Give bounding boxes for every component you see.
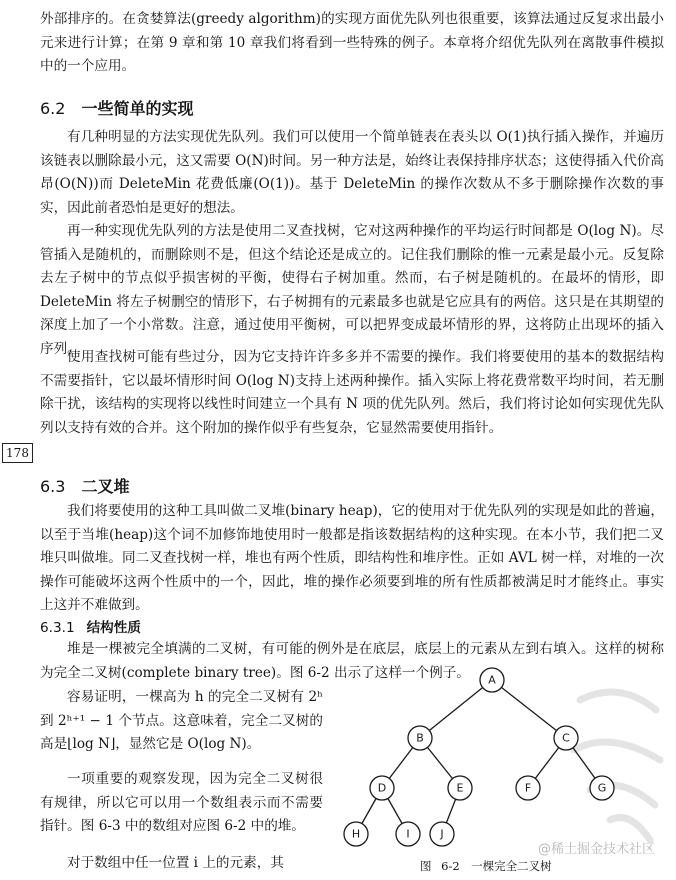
section-heading-6-3 [40,474,129,497]
subsection-number: 6.3.1 [40,620,75,636]
margin-page-number: 178 [2,443,33,463]
figure-caption: 图 6-2 一棵完全二叉树 [420,859,552,873]
subsection-heading-6-3-1 [40,616,141,636]
tree-node-label-g: G [597,781,607,795]
section-title: 一些简单的实现 [81,99,194,118]
tree-node-label-b: B [416,731,424,745]
subsection-title: 结构性质 [86,620,141,636]
tree-node-label-a: A [488,673,496,687]
paragraph-binary-heap: 我们将要使用的这种工具叫做二叉堆(binary heap)，它的使用对于优先队列的实现是如此的普遍，以至于当堆(heap)这个词不加修饰地使用时一般都是指该数据结构的这种实现。在本小节，我们把二叉堆只叫做堆。同二叉查找树一样，堆也有两个性质，即结构性和堆序性。正如 AVL 树一样，对堆的一次操作可能破坏这两个性质中的一个，因此，堆的操作必须要到堆的所有性质都被满足时才能终止。事实上这并不难做到。 [40,503,664,614]
paragraph-height-proof: 容易证明，一棵高为 h 的完全二叉树有 2ʰ 到 2ʰ⁺¹ − 1 个节点。这意味着，完全二叉树的高是⌊log N⌋，显然它是 O(log N)。 [40,689,323,753]
tree-node-label-h: H [351,827,361,841]
paragraph-simple-impl-2: 再一种实现优先队列的方法是使用二叉查找树，它对这两种操作的平均运行时间都是 O(log N)。尽管插入是随机的，而删除则不是，但这个结论还是成立的。记住我们删除的惟一元素是最小元。反复除去左子树中的节点似乎损害树的平衡，使得右子树加重。然而，右子树是随机的。在最坏的情形，即 DeleteMin 将左子树删空的情形下，右子树拥有的元素最多也就是它应具有的两倍。这只是在其期望的深度上加了一个小常数。注意，通过使用平衡树，可以把界变成最坏情形的界，这将防止出现坏的插入序列。 [40,223,664,357]
paragraph-intro-continued: 外部排序的。在贪婪算法(greedy algorithm)的实现方面优先队列也很重要，该算法通过反复求出最小元来进行计算；在第 9 章和第 10 章我们将看到一些特殊的例子。本章将介绍优先队列在离散事件模拟中的一个应用。 [40,11,664,75]
tree-node-label-j: J [440,827,444,841]
watermark-text: @稀土掘金技术社区 [538,842,656,857]
section-number: 6.2 [40,99,66,118]
complete-binary-tree-figure [332,660,622,850]
edge-a-c [492,680,566,738]
tree-node-label-e: E [456,781,464,795]
paragraph-array-position: 对于数组中任一位置 i 上的元素，其 [67,855,284,871]
paragraph-structure-property: 堆是一棵被完全填满的二叉树，有可能的例外是在底层，底层上的元素从左到右填入。这样的树称为完全二叉树(complete binary tree)。图 6-2 出示了这样一个例子。 [40,641,664,681]
tree-node-label-f: F [524,781,532,795]
tree-node-label-c: C [562,731,570,745]
paragraph-array-representation: 一项重要的观察发现，因为完全二叉树很有规律，所以它可以用一个数组表示而不需要指针。图 6-3 中的数组对应图 6-2 中的堆。 [40,771,323,835]
edge-a-b [420,680,492,738]
section-title: 二叉堆 [81,477,130,496]
paragraph-simple-impl-1: 有几种明显的方法实现优先队列。我们可以使用一个简单链表在表头以 O(1)执行插入操作，并遍历该链表以删除最小元，这又需要 O(N)时间。另一种方法是，始终让表保持排序状态；这使得插入代价高昂(O(N))而 DeleteMin 花费低廉(O(1))。基于 DeleteMin 的操作次数从不多于删除操作次数的事实，因此前者恐怕是更好的想法。 [40,129,664,216]
tree-node-label-i: I [406,827,410,841]
paragraph-simple-impl-3: 使用查找树可能有些过分，因为它支持许许多多并不需要的操作。我们将要使用的基本的数据结构不需要指针，它以最坏情形时间 O(log N)支持上述两种操作。插入实际上将花费常数平均时间，若无删除干扰，该结构的实现将以线性时间建立一个具有 N 项的优先队列。然后，我们将讨论如何实现优先队列以支持有效的合并。这个附加的操作似乎有些复杂，它显然需要使用指针。 [40,349,664,436]
tree-node-label-d: D [377,781,387,795]
section-heading-6-2 [40,96,193,119]
section-number: 6.3 [40,477,66,496]
